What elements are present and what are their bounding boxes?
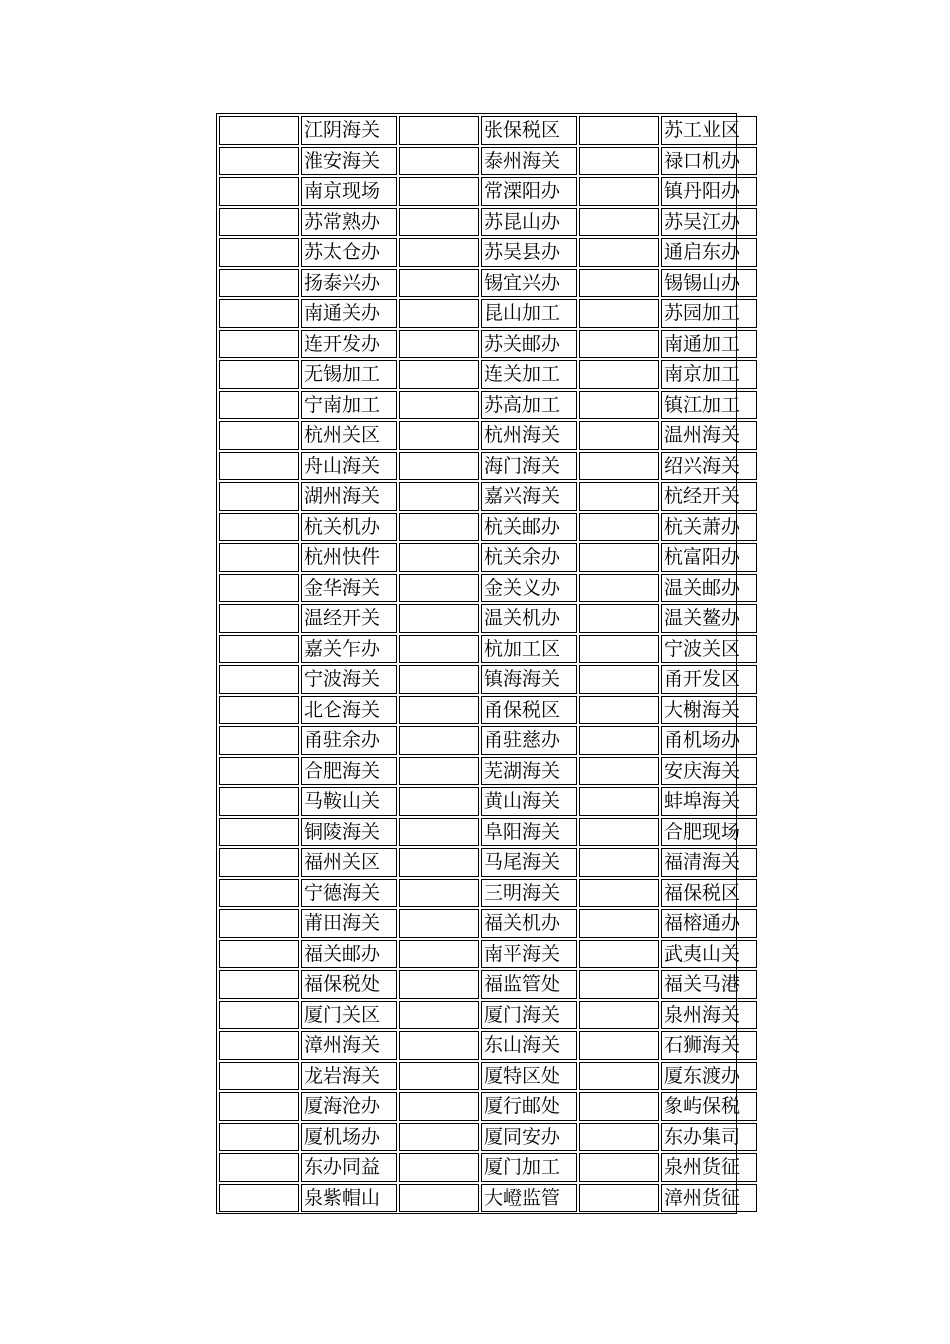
table-row [219,970,757,999]
table-row [219,635,757,664]
customs-office-name-cell: 张保税区 [481,116,577,145]
code-cell [399,848,479,877]
customs-office-name-cell: 厦同安办 [481,1123,577,1152]
customs-office-name-cell: 杭关机办 [301,513,397,542]
code-cell [219,1184,299,1213]
customs-office-name-cell: 泉州货征 [661,1153,757,1182]
customs-office-name-cell: 镇丹阳办 [661,177,757,206]
customs-office-name-cell: 泉州海关 [661,1001,757,1030]
code-cell [399,909,479,938]
code-cell [399,604,479,633]
customs-office-name-cell: 厦海沧办 [301,1092,397,1121]
code-cell [579,1001,659,1030]
customs-office-name-cell: 无锡加工 [301,360,397,389]
customs-office-name-cell: 苏昆山办 [481,208,577,237]
customs-office-name-cell: 福监管处 [481,970,577,999]
code-cell [399,879,479,908]
customs-office-table [217,114,759,1214]
code-cell [399,1092,479,1121]
code-cell [399,543,479,572]
code-cell [219,970,299,999]
code-cell [219,879,299,908]
customs-office-name-cell: 莆田海关 [301,909,397,938]
customs-office-name-cell: 淮安海关 [301,147,397,176]
code-cell [579,879,659,908]
table-row [219,360,757,389]
customs-office-name-cell: 安庆海关 [661,757,757,786]
code-cell [399,177,479,206]
code-cell [219,696,299,725]
code-cell [579,513,659,542]
code-cell [579,391,659,420]
table-row [219,1001,757,1030]
customs-office-name-cell: 马鞍山关 [301,787,397,816]
table-row [219,696,757,725]
customs-office-name-cell: 东山海关 [481,1031,577,1060]
customs-office-name-cell: 合肥现场 [661,818,757,847]
code-cell [399,696,479,725]
code-cell [579,482,659,511]
code-cell [219,147,299,176]
code-cell [399,299,479,328]
code-cell [399,421,479,450]
customs-office-name-cell: 杭关邮办 [481,513,577,542]
table-row [219,1184,757,1213]
code-cell [399,757,479,786]
table-row [219,1092,757,1121]
code-cell [219,116,299,145]
customs-office-name-cell: 东办同益 [301,1153,397,1182]
table-row [219,604,757,633]
code-cell [399,1184,479,1213]
table-row [219,147,757,176]
customs-office-name-cell: 锡宜兴办 [481,269,577,298]
code-cell [219,665,299,694]
code-cell [399,1062,479,1091]
customs-office-name-cell: 厦特区处 [481,1062,577,1091]
customs-office-name-cell: 苏关邮办 [481,330,577,359]
customs-office-name-cell: 昆山加工 [481,299,577,328]
customs-office-name-cell: 苏常熟办 [301,208,397,237]
customs-office-name-cell: 连开发办 [301,330,397,359]
customs-office-name-cell: 金关义办 [481,574,577,603]
table-row [219,574,757,603]
table-row [219,238,757,267]
code-cell [579,543,659,572]
code-cell [579,909,659,938]
code-cell [579,757,659,786]
table-row [219,1031,757,1060]
customs-office-name-cell: 福关机办 [481,909,577,938]
customs-office-name-cell: 漳州货征 [661,1184,757,1213]
table-row [219,1062,757,1091]
table-row [219,116,757,145]
code-cell [219,543,299,572]
code-cell [399,513,479,542]
code-cell [219,360,299,389]
code-cell [219,726,299,755]
table-row [219,909,757,938]
table-row [219,452,757,481]
code-cell [399,360,479,389]
code-cell [579,147,659,176]
customs-office-name-cell: 南通加工 [661,330,757,359]
customs-office-name-cell: 苏吴县办 [481,238,577,267]
customs-office-name-cell: 苏太仓办 [301,238,397,267]
customs-office-name-cell: 象屿保税 [661,1092,757,1121]
code-cell [579,421,659,450]
code-cell [579,574,659,603]
customs-office-name-cell: 宁波海关 [301,665,397,694]
code-cell [219,208,299,237]
code-cell [219,1001,299,1030]
code-cell [219,1062,299,1091]
customs-office-name-cell: 福保税处 [301,970,397,999]
customs-office-name-cell: 宁波关区 [661,635,757,664]
code-cell [399,1153,479,1182]
code-cell [579,696,659,725]
customs-office-name-cell: 厦机场办 [301,1123,397,1152]
code-cell [219,391,299,420]
code-cell [579,604,659,633]
customs-office-name-cell: 北仑海关 [301,696,397,725]
customs-office-name-cell: 苏高加工 [481,391,577,420]
code-cell [399,208,479,237]
customs-office-name-cell: 杭州海关 [481,421,577,450]
table-row [219,726,757,755]
table-row [219,940,757,969]
customs-office-name-cell: 温关邮办 [661,574,757,603]
table-row [219,269,757,298]
customs-office-name-cell: 蚌埠海关 [661,787,757,816]
code-cell [219,848,299,877]
customs-office-name-cell: 武夷山关 [661,940,757,969]
customs-office-name-cell: 锡锡山办 [661,269,757,298]
customs-office-name-cell: 绍兴海关 [661,452,757,481]
customs-office-name-cell: 杭加工区 [481,635,577,664]
code-cell [579,787,659,816]
code-cell [219,574,299,603]
code-cell [219,1123,299,1152]
code-cell [399,574,479,603]
customs-office-name-cell: 黄山海关 [481,787,577,816]
table-row [219,787,757,816]
code-cell [579,1123,659,1152]
customs-office-name-cell: 福榕通办 [661,909,757,938]
code-cell [219,482,299,511]
code-cell [219,238,299,267]
code-cell [399,116,479,145]
customs-office-name-cell: 扬泰兴办 [301,269,397,298]
code-cell [579,208,659,237]
customs-office-name-cell: 甬驻慈办 [481,726,577,755]
customs-office-name-cell: 温经开关 [301,604,397,633]
customs-office-name-cell: 温关鳌办 [661,604,757,633]
customs-office-name-cell: 芜湖海关 [481,757,577,786]
code-cell [399,238,479,267]
table-body [219,116,757,1212]
customs-office-name-cell: 南京现场 [301,177,397,206]
code-cell [219,299,299,328]
customs-office-name-cell: 福关马港 [661,970,757,999]
code-cell [399,1001,479,1030]
code-cell [219,1092,299,1121]
code-cell [219,421,299,450]
code-cell [219,757,299,786]
customs-office-name-cell: 东办集司 [661,1123,757,1152]
code-cell [579,238,659,267]
code-cell [219,452,299,481]
customs-office-name-cell: 福关邮办 [301,940,397,969]
code-cell [399,1123,479,1152]
table-row [219,421,757,450]
customs-office-name-cell: 石狮海关 [661,1031,757,1060]
customs-office-name-cell: 大榭海关 [661,696,757,725]
customs-office-name-cell: 苏吴江办 [661,208,757,237]
customs-office-name-cell: 阜阳海关 [481,818,577,847]
code-cell [579,818,659,847]
customs-office-name-cell: 苏工业区 [661,116,757,145]
table-row [219,177,757,206]
customs-office-name-cell: 镇江加工 [661,391,757,420]
customs-office-name-cell: 福州关区 [301,848,397,877]
customs-office-name-cell: 泰州海关 [481,147,577,176]
table-row [219,513,757,542]
code-cell [399,147,479,176]
customs-office-name-cell: 南通关办 [301,299,397,328]
code-cell [219,940,299,969]
code-cell [579,299,659,328]
customs-office-name-cell: 厦东渡办 [661,1062,757,1091]
table-row [219,848,757,877]
code-cell [579,1184,659,1213]
code-cell [399,482,479,511]
code-cell [219,269,299,298]
code-cell [219,787,299,816]
code-cell [579,452,659,481]
customs-office-name-cell: 杭州快件 [301,543,397,572]
customs-office-name-cell: 通启东办 [661,238,757,267]
customs-office-name-cell: 甬驻余办 [301,726,397,755]
code-cell [399,269,479,298]
customs-office-name-cell: 马尾海关 [481,848,577,877]
table-row [219,299,757,328]
table-row [219,391,757,420]
code-cell [579,330,659,359]
customs-office-name-cell: 甬保税区 [481,696,577,725]
customs-office-name-cell: 泉紫帽山 [301,1184,397,1213]
table-row [219,665,757,694]
code-cell [399,452,479,481]
code-cell [219,177,299,206]
code-cell [579,726,659,755]
customs-office-name-cell: 江阴海关 [301,116,397,145]
customs-office-name-cell: 杭州关区 [301,421,397,450]
customs-office-name-cell: 连关加工 [481,360,577,389]
customs-office-name-cell: 苏园加工 [661,299,757,328]
customs-office-name-cell: 杭富阳办 [661,543,757,572]
customs-office-name-cell: 厦门关区 [301,1001,397,1030]
code-cell [399,818,479,847]
code-cell [579,635,659,664]
customs-office-name-cell: 福保税区 [661,879,757,908]
customs-office-name-cell: 舟山海关 [301,452,397,481]
code-cell [399,940,479,969]
customs-office-name-cell: 福清海关 [661,848,757,877]
code-cell [579,177,659,206]
customs-office-name-cell: 甬开发区 [661,665,757,694]
customs-office-name-cell: 宁南加工 [301,391,397,420]
customs-office-name-cell: 龙岩海关 [301,1062,397,1091]
table-row [219,879,757,908]
code-cell [219,909,299,938]
customs-office-name-cell: 温关机办 [481,604,577,633]
customs-office-name-cell: 杭关萧办 [661,513,757,542]
code-cell [399,330,479,359]
code-cell [399,665,479,694]
customs-office-name-cell: 厦行邮处 [481,1092,577,1121]
customs-office-name-cell: 南京加工 [661,360,757,389]
table-row [219,543,757,572]
customs-office-name-cell: 嘉兴海关 [481,482,577,511]
customs-office-name-cell: 温州海关 [661,421,757,450]
customs-office-name-cell: 漳州海关 [301,1031,397,1060]
customs-office-name-cell: 铜陵海关 [301,818,397,847]
code-cell [579,665,659,694]
customs-office-name-cell: 常溧阳办 [481,177,577,206]
code-cell [219,1031,299,1060]
customs-office-name-cell: 大嶝监管 [481,1184,577,1213]
customs-office-name-cell: 甬机场办 [661,726,757,755]
customs-office-name-cell: 镇海海关 [481,665,577,694]
code-cell [219,818,299,847]
code-cell [399,726,479,755]
table-row [219,482,757,511]
customs-office-name-cell: 湖州海关 [301,482,397,511]
table-row [219,1123,757,1152]
code-cell [399,787,479,816]
code-cell [579,1062,659,1091]
code-cell [579,269,659,298]
customs-office-name-cell: 厦门海关 [481,1001,577,1030]
customs-office-name-cell: 南平海关 [481,940,577,969]
code-cell [579,1031,659,1060]
customs-office-name-cell: 厦门加工 [481,1153,577,1182]
table-row [219,208,757,237]
customs-office-name-cell: 禄口机办 [661,147,757,176]
table-row [219,818,757,847]
code-cell [399,1031,479,1060]
code-cell [399,635,479,664]
customs-office-name-cell: 杭经开关 [661,482,757,511]
code-cell [399,970,479,999]
code-cell [399,391,479,420]
code-cell [219,330,299,359]
code-cell [579,1092,659,1121]
code-cell [579,116,659,145]
customs-office-name-cell: 合肥海关 [301,757,397,786]
table-row [219,1153,757,1182]
code-cell [219,635,299,664]
customs-office-name-cell: 宁德海关 [301,879,397,908]
customs-office-name-cell: 金华海关 [301,574,397,603]
code-cell [579,848,659,877]
table-row [219,330,757,359]
code-cell [579,360,659,389]
table-row [219,757,757,786]
customs-office-name-cell: 海门海关 [481,452,577,481]
code-cell [219,1153,299,1182]
code-cell [579,940,659,969]
customs-office-name-cell: 杭关余办 [481,543,577,572]
code-cell [219,604,299,633]
code-cell [579,970,659,999]
customs-office-name-cell: 嘉关乍办 [301,635,397,664]
customs-office-table-frame [216,113,741,1214]
code-cell [219,513,299,542]
customs-office-name-cell: 三明海关 [481,879,577,908]
code-cell [579,1153,659,1182]
